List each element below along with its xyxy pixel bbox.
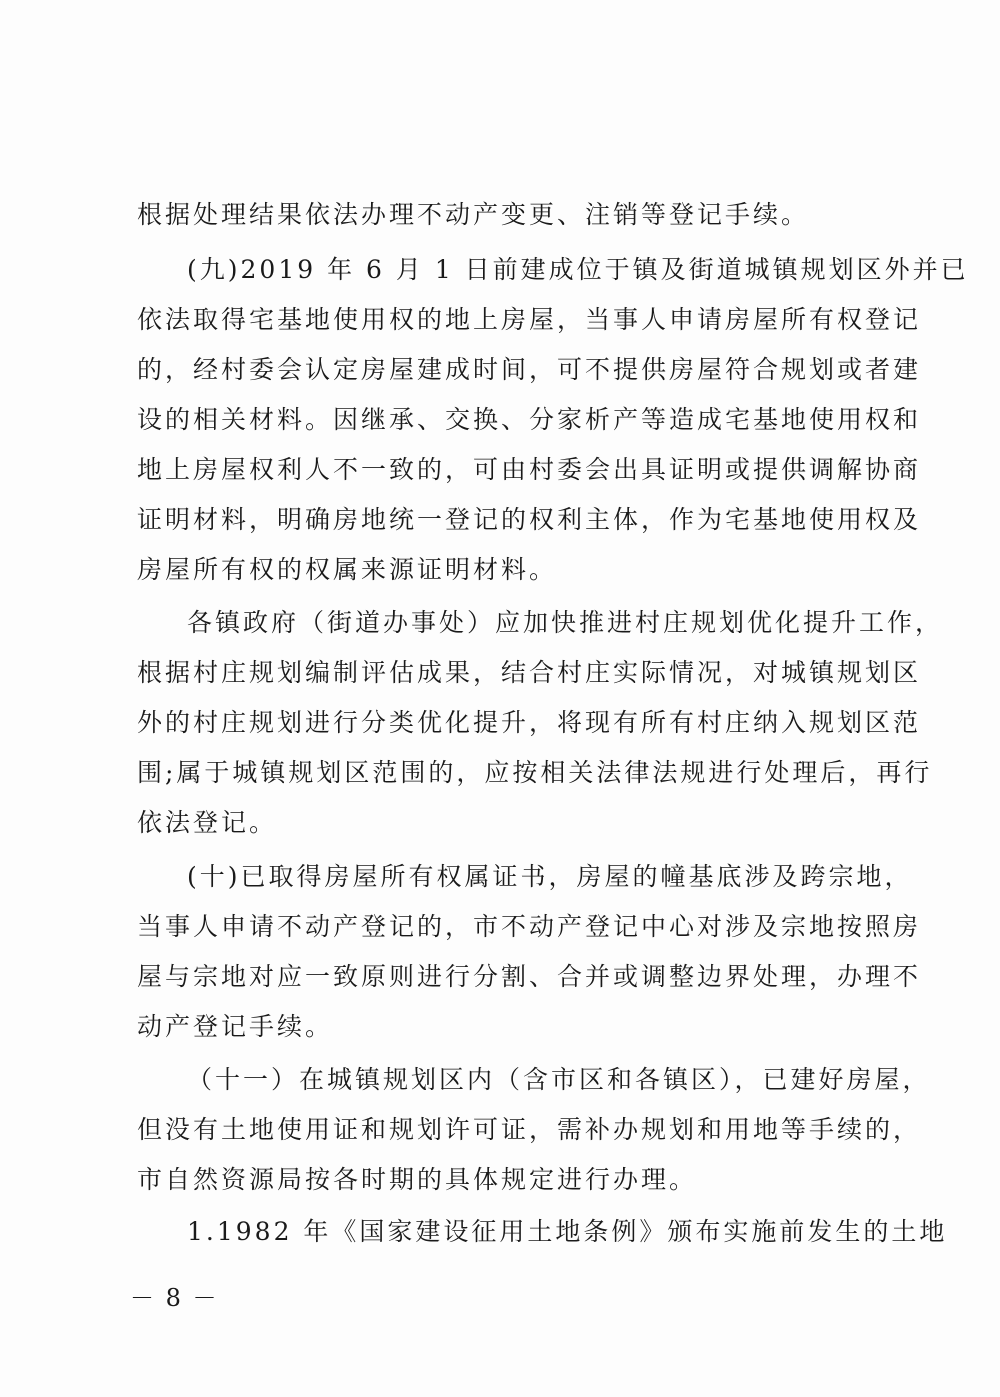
text-line-12: 围;属于城镇规划区范围的，应按相关法律法规进行处理后，再行 (137, 758, 933, 787)
page-number: － 8 － (130, 1284, 219, 1312)
text-line-19: 但没有土地使用证和规划许可证，需补办规划和用地等手续的， (137, 1115, 922, 1144)
text-line-17: 动产登记手续。 (137, 1012, 334, 1041)
text-line-16: 屋与宗地对应一致原则进行分割、合并或调整边界处理，办理不 (137, 962, 922, 991)
text-line-15: 当事人申请不动产登记的，市不动产登记中心对涉及宗地按照房 (137, 912, 922, 941)
text-line-6: 地上房屋权利人不一致的，可由村委会出具证明或提供调解协商 (137, 455, 922, 484)
text-line-9: 各镇政府（街道办事处）应加快推进村庄规划优化提升工作， (187, 608, 944, 637)
text-line-5: 设的相关材料。因继承、交换、分家析产等造成宅基地使用权和 (137, 405, 922, 434)
text-line-14: (十)已取得房屋所有权属证书，房屋的幢基底涉及跨宗地， (187, 862, 913, 891)
text-line-2: (九)2019 年 6 月 1 日前建成位于镇及街道城镇规划区外并已 (187, 255, 969, 284)
text-line-8: 房屋所有权的权属来源证明材料。 (137, 555, 558, 584)
text-line-10: 根据村庄规划编制评估成果，结合村庄实际情况，对城镇规划区 (137, 658, 922, 687)
text-line-21: 1.1982 年《国家建设征用土地条例》颁布实施前发生的土地 (187, 1217, 948, 1246)
text-line-20: 市自然资源局按各时期的具体规定进行办理。 (137, 1165, 698, 1194)
text-line-3: 依法取得宅基地使用权的地上房屋，当事人申请房屋所有权登记 (137, 305, 922, 334)
text-line-7: 证明材料，明确房地统一登记的权利主体，作为宅基地使用权及 (137, 505, 922, 534)
text-line-4: 的，经村委会认定房屋建成时间，可不提供房屋符合规划或者建 (137, 355, 922, 384)
text-line-1: 根据处理结果依法办理不动产变更、注销等登记手续。 (137, 200, 810, 229)
text-line-11: 外的村庄规划进行分类优化提升，将现有所有村庄纳入规划区范 (137, 708, 922, 737)
text-line-18: （十一）在城镇规划区内（含市区和各镇区），已建好房屋， (187, 1065, 931, 1094)
text-line-13: 依法登记。 (137, 808, 278, 837)
